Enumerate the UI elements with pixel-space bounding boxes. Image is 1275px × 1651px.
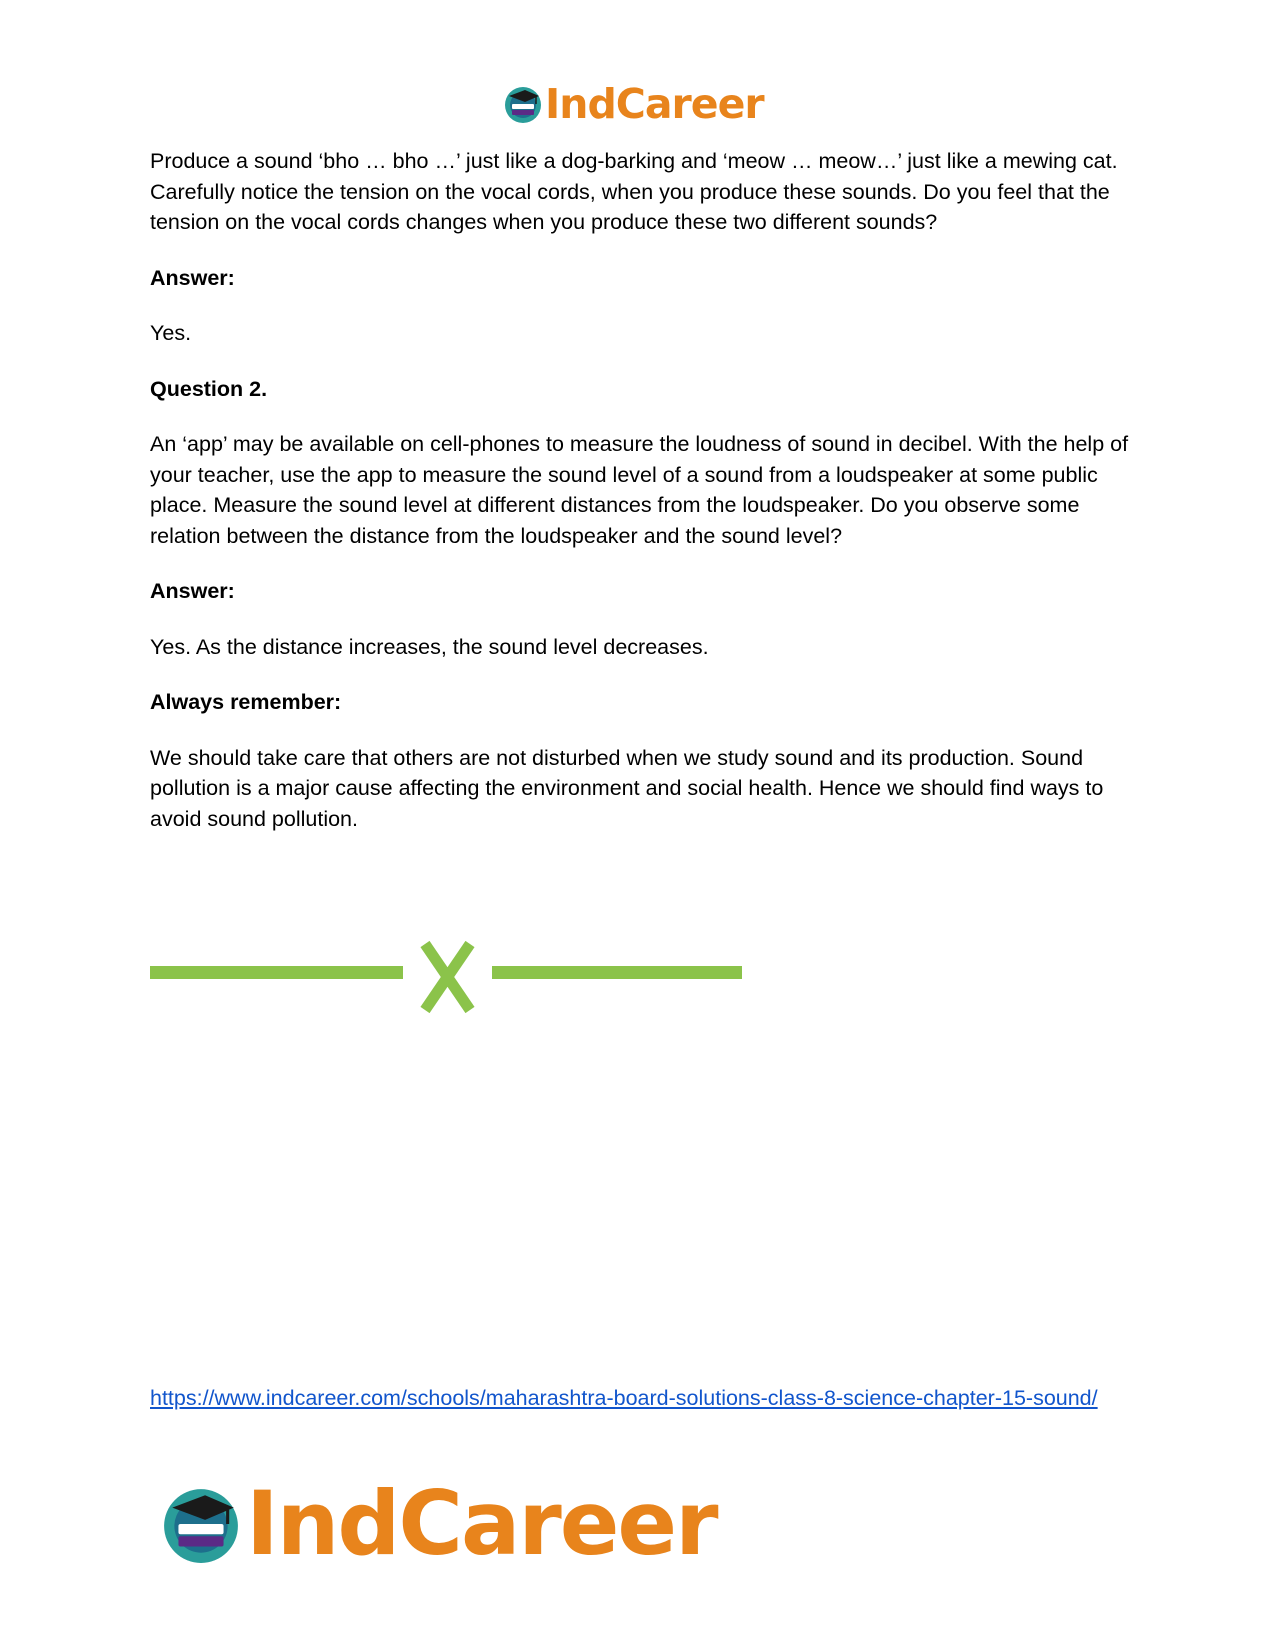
source-link[interactable]: https://www.indcareer.com/schools/maharashtra-board-solutions-class-8-science-chapter-15-sound/ [150,1386,1098,1410]
paragraph: An ‘app’ may be available on cell-phones to measure the loudness of sound in decibel. With the help of your teacher, use the app to measure the sound level of a sound from a loudspeaker at some public place. Measure the sound level at different distances from the loudspeaker. Do you observe some relation between the distance from the loudspeaker and the sound level? [150,432,1129,548]
paragraph: Yes. As the distance increases, the sound level decreases. [150,634,709,659]
paragraph: Yes. [150,321,192,345]
footer-logo [160,1472,717,1575]
logo-text: IndCareer [545,80,764,128]
section-heading: Question 2. [150,376,268,401]
section-heading: Always remember: [150,690,342,714]
graduation-cap-icon [503,84,543,124]
x-divider-icon [150,940,750,1015]
paragraph: We should take care that others are not disturbed when we study sound and its production. Sound pollution is a major cause affecting the environment and social health. Hence we should find ways to avoid sound pollution. [150,745,1104,831]
document-body [150,146,1130,859]
section-heading: Answer: [150,265,235,290]
logo-text: IndCareer [246,1472,717,1575]
section-heading: Answer: [150,579,235,603]
paragraph: Produce a sound ‘bho … bho …’ just like a dog-barking and ‘meow … meow…’ just like a mewing cat. Carefully notice the tension on the vocal cords, when you produce these sounds. Do you feel that the tension on the vocal cords changes when you produce these two different sounds? [150,149,1118,234]
header-logo [503,80,764,128]
graduation-cap-icon [160,1483,242,1565]
